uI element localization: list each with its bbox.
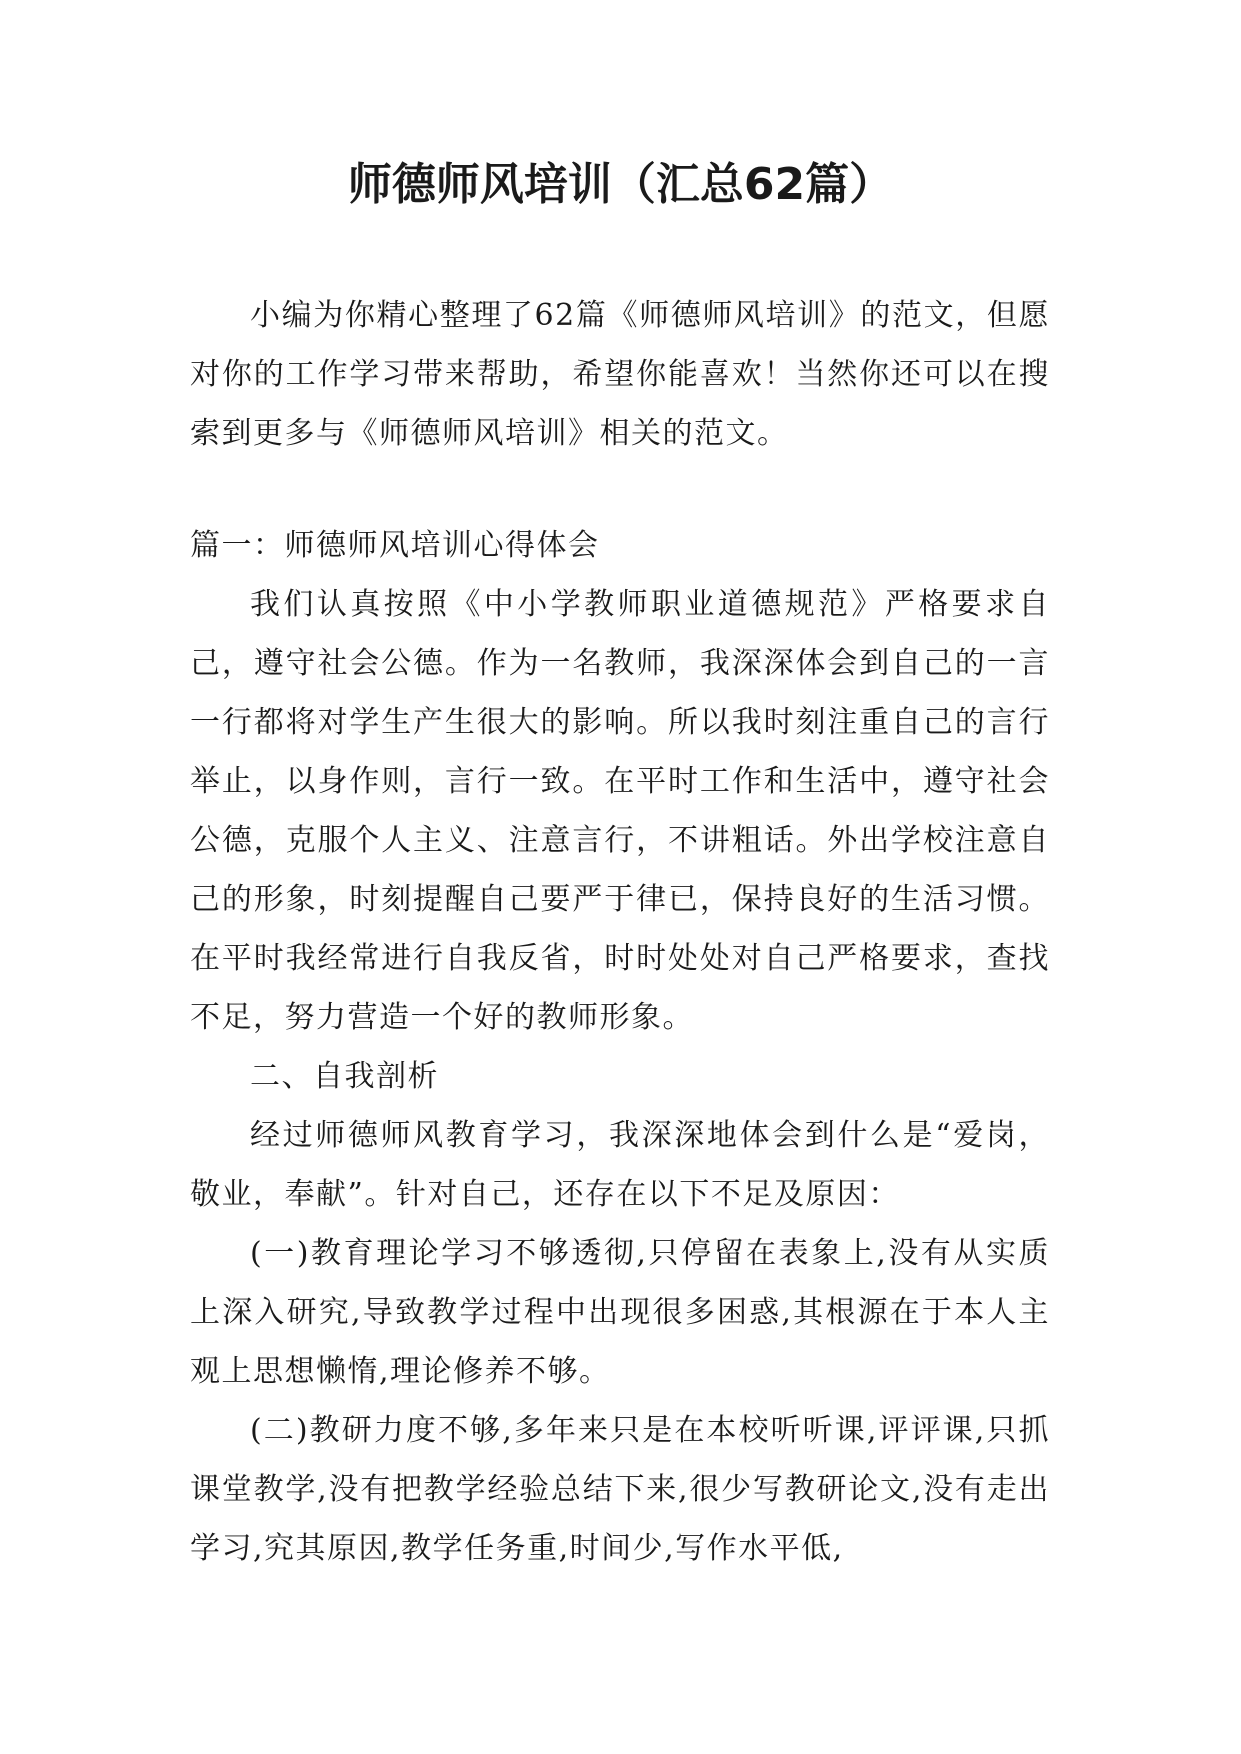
body-paragraph: (二)教研力度不够,多年来只是在本校听听课,评评课,只抓课堂教学,没有把教学经验总结下来,很少写教研论文,没有走出学习,究其原因,教学任务重,时间少,写作水平低, xyxy=(190,1413,1050,1566)
intro-paragraph: 小编为你精心整理了62篇《师德师风培训》的范文，但愿对你的工作学习带来帮助，希望你能喜欢！当然你还可以在搜索到更多与《师德师风培训》相关的范文。 xyxy=(190,298,1050,451)
intro-block xyxy=(190,286,1050,463)
document-title: 师德师风培训（汇总62篇） xyxy=(347,159,894,210)
subsection-heading: 二、自我剖析 xyxy=(250,1059,439,1094)
section-heading: 篇一：师德师风培训心得体会 xyxy=(190,528,600,563)
section-1 xyxy=(190,516,1050,1578)
body-paragraph: 经过师德师风教育学习，我深深地体会到什么是“爱岗，敬业，奉献”。针对自己，还存在以下不足及原因： xyxy=(190,1118,1050,1212)
body-paragraph: 我们认真按照《中小学教师职业道德规范》严格要求自己，遵守社会公德。作为一名教师，我深深体会到自己的一言一行都将对学生产生很大的影响。所以我时刻注重自己的言行举止，以身作则，言行一致。在平时工作和生活中，遵守社会公德，克服个人主义、注意言行，不讲粗话。外出学校注意自己的形象，时刻提醒自己要严于律已，保持良好的生活习惯。在平时我经常进行自我反省，时时处处对自己严格要求，查找不足，努力营造一个好的教师形象。 xyxy=(190,587,1050,1035)
body-paragraph: (一)教育理论学习不够透彻,只停留在表象上,没有从实质上深入研究,导致教学过程中出现很多困惑,其根源在于本人主观上思想懒惰,理论修养不够。 xyxy=(190,1236,1050,1389)
